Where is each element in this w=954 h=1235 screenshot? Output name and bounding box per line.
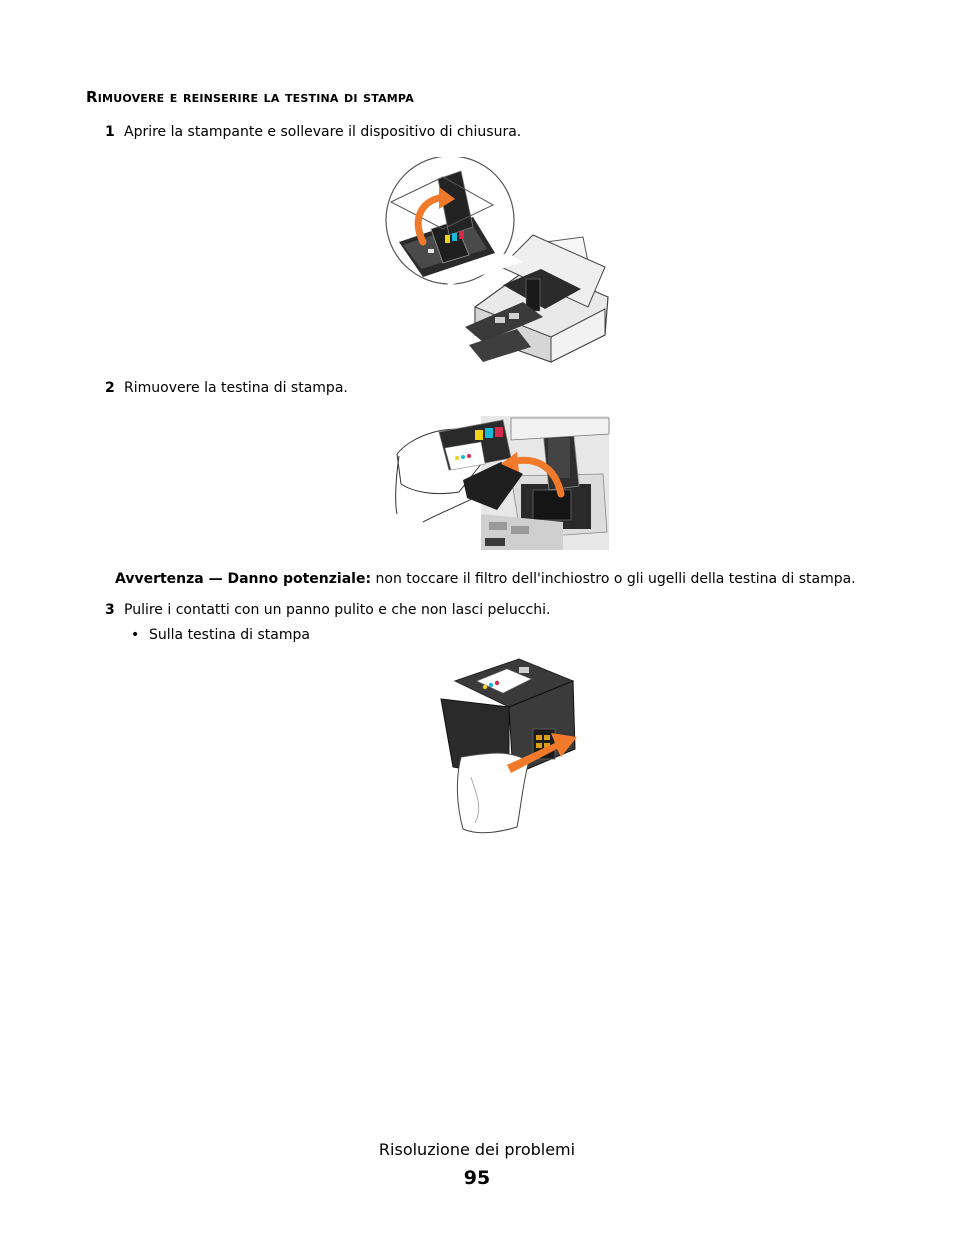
warning-note	[115, 571, 856, 587]
figure-clean-printhead-contacts	[437, 657, 581, 835]
warning-text: non toccare il filtro dell'inchiostro o gli ugelli della testina di stampa.	[375, 571, 856, 587]
step-number: 1	[105, 124, 115, 140]
warning-label: Avvertenza — Danno potenziale:	[115, 571, 372, 587]
step-text: Pulire i contatti con un panno pulito e che non lasci pelucchi.	[124, 602, 551, 618]
bullet-text: Sulla testina di stampa	[149, 627, 310, 643]
section-heading: Rimuovere e reinserire la testina di stampa	[86, 88, 414, 106]
bullet-symbol: •	[131, 627, 140, 643]
step-text: Rimuovere la testina di stampa.	[124, 380, 348, 396]
figure-open-printer-latch	[383, 157, 615, 365]
step-text: Aprire la stampante e sollevare il dispositivo di chiusura.	[124, 124, 522, 140]
page-number: 95	[463, 1167, 491, 1189]
step-number: 3	[105, 602, 115, 618]
figure-remove-printhead	[393, 414, 611, 552]
footer-section-title: Risoluzione dei problemi	[378, 1140, 576, 1159]
step-number: 2	[105, 380, 115, 396]
